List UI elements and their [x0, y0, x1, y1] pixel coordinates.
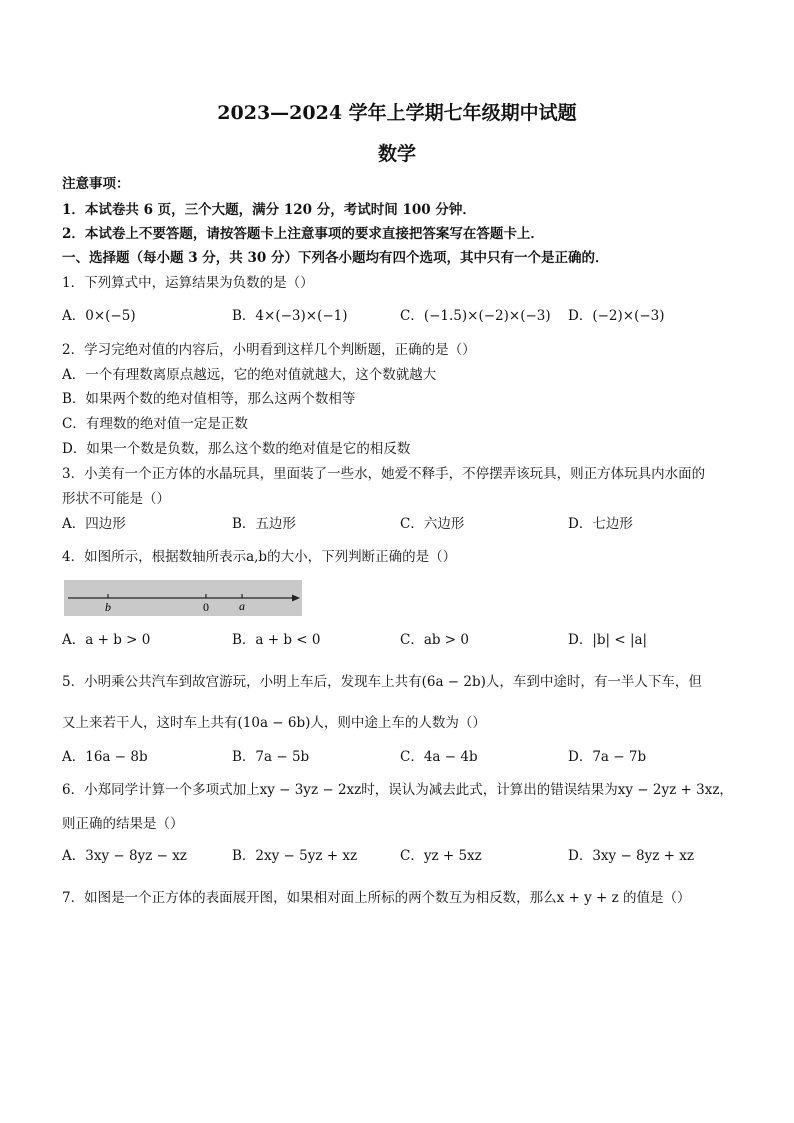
- q4-stem: 4．如图所示，根据数轴所表示a,b的大小，下列判断正确的是（）: [62, 549, 457, 565]
- exam-title: 2023—2024 学年上学期七年级期中试题: [217, 102, 577, 124]
- label-a: a: [239, 599, 245, 613]
- q5-option-b: B．7a − 5b: [232, 749, 310, 765]
- q3-option-d: D．七边形: [568, 516, 633, 532]
- q3-stem-line-2: 形状不可能是（）: [62, 491, 170, 507]
- q2-option-c: C．有理数的绝对值一定是正数: [62, 416, 248, 432]
- q2-option-a: A．一个有理数离原点越远，它的绝对值就越大，这个数就越大: [62, 367, 437, 383]
- q5-option-a: A．16a − 8b: [62, 749, 148, 765]
- q6-option-b: B．2xy − 5yz + xz: [232, 848, 358, 864]
- note-2: 2．本试卷上不要答题，请按答题卡上注意事项的要求直接把答案写在答题卡上．: [62, 226, 544, 242]
- q1-stem: 1．下列算式中，运算结果为负数的是（）: [62, 275, 314, 291]
- q1-option-b: B．4×(−3)×(−1): [232, 308, 348, 324]
- q6-option-c: C．yz + 5xz: [400, 848, 482, 864]
- note-1: 1．本试卷共 6 页，三个大题，满分 120 分，考试时间 100 分钟．: [62, 202, 476, 218]
- q6-option-d: D．3xy − 8yz + xz: [568, 848, 694, 864]
- section-1-heading: 一、选择题（每小题 3 分，共 30 分）下列各小题均有四个选项，其中只有一个是正确的．: [62, 250, 609, 266]
- number-line-arrow: [292, 595, 300, 602]
- q5-option-d: D．7a − 7b: [568, 749, 647, 765]
- label-b: b: [105, 600, 111, 614]
- q3-option-a: A．四边形: [62, 516, 126, 532]
- q6-stem-line-2: 则正确的结果是（）: [62, 816, 184, 832]
- number-line-svg: [64, 580, 302, 616]
- q7-stem: 7．如图是一个正方体的表面展开图，如果相对面上所标的两个数互为相反数，那么x + y + z 的值是（）: [62, 890, 691, 906]
- q1-option-a: A．0×(−5): [62, 308, 136, 324]
- q1-option-c: C．(−1.5)×(−2)×(−3): [400, 308, 551, 324]
- q4-option-c: C．ab > 0: [400, 632, 470, 648]
- q6-stem-line-1: 6．小郑同学计算一个多项式加上xy − 3yz − 2xz时，误认为减去此式，计算出的错误结果为xy − 2yz + 3xz，: [62, 782, 733, 798]
- q2-stem: 2．学习完绝对值的内容后，小明看到这样几个判断题，正确的是（）: [62, 342, 476, 358]
- q5-option-c: C．4a − 4b: [400, 749, 478, 765]
- q5-stem-line-1: 5．小明乘公共汽车到故宫游玩，小明上车后，发现车上共有(6a − 2b)人，车到中途时，有一半人下车，但: [62, 674, 702, 690]
- q5-stem-line-2: 又上来若干人，这时车上共有(10a − 6b)人，则中途上车的人数为（）: [62, 715, 486, 731]
- q4-option-a: A．a + b > 0: [62, 632, 151, 648]
- q4-option-d: D．|b| < |a|: [568, 632, 648, 648]
- q2-option-b: B．如果两个数的绝对值相等，那么这两个数相等: [62, 391, 356, 407]
- q2-option-d: D．如果一个数是负数，那么这个数的绝对值是它的相反数: [62, 441, 411, 457]
- subject-title: 数学: [377, 143, 416, 165]
- q1-option-d: D．(−2)×(−3): [568, 308, 665, 324]
- q3-stem-line-1: 3．小美有一个正方体的水晶玩具，里面装了一些水，她爱不释手，不停摆弄该玩具，则正方体玩具内水面的: [62, 466, 706, 482]
- q4-option-b: B．a + b < 0: [232, 632, 321, 648]
- q3-option-c: C．六边形: [400, 516, 465, 532]
- number-line-figure: [64, 580, 302, 616]
- q3-option-b: B．五边形: [232, 516, 296, 532]
- label-zero: 0: [203, 600, 209, 614]
- notes-heading: 注意事项：: [62, 176, 130, 192]
- q6-option-a: A．3xy − 8yz − xz: [62, 848, 187, 864]
